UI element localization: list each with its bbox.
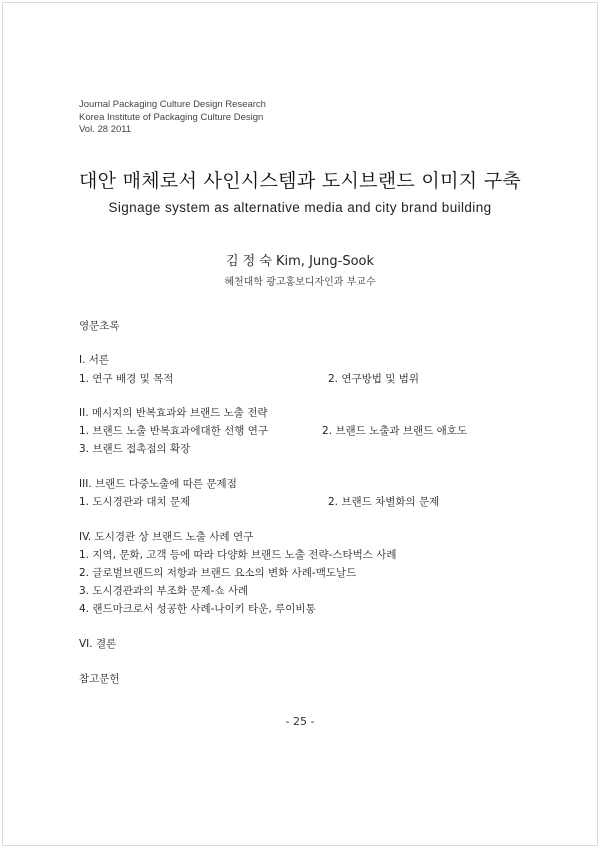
toc-item: 1. 연구 배경 및 목적 [79,373,174,385]
toc-item: 1. 지역, 문화, 고객 등에 따라 다양화 브랜드 노출 전략-스타벅스 사례 [79,549,397,561]
paper-title-english: Signage system as alternative media and city brand building [108,200,492,215]
references-heading: 참고문헌 [79,673,120,685]
section-6-heading: VI. 결론 [79,638,117,650]
author-name: 김 정 숙 Kim, Jung-Sook [225,254,375,269]
section-4-heading: IV. 도시경관 상 브랜드 노출 사례 연구 [79,531,254,543]
toc-item: 2. 글로벌브랜드의 저항과 브랜드 요소의 변화 사례-맥도날드 [79,567,357,579]
toc-item: 2. 브랜드 노출과 브랜드 애호도 [322,425,468,437]
toc-item: 1. 브랜드 노출 반복효과에대한 선행 연구 [79,425,268,437]
journal-institute: Korea Institute of Packaging Culture Design [79,111,264,123]
toc-item: 1. 도시경관과 대치 문제 [79,496,191,508]
section-3-heading: III. 브랜드 다중노출에 따른 문제점 [79,478,237,490]
paper-title-korean: 대안 매체로서 사인시스템과 도시브랜드 이미지 구축 [78,170,522,192]
section-2-heading: II. 메시지의 반복효과와 브랜드 노출 전략 [79,407,268,419]
toc-item: 3. 브랜드 접촉점의 확장 [79,443,191,455]
author-affiliation: 혜천대학 광고홍보디자인과 부교수 [224,277,376,288]
section-1-heading: Ⅰ. 서론 [79,354,110,366]
journal-info [79,99,266,137]
journal-name: Journal Packaging Culture Design Research [79,99,266,110]
toc-item: 2. 연구방법 및 범위 [328,373,420,385]
toc-item: 3. 도시경관과의 부조화 문제-쇼 사례 [79,585,249,597]
toc-item: 2. 브랜드 차별화의 문제 [328,496,440,508]
page-number: - 25 - [285,715,315,728]
journal-volume: Vol. 28 2011 [79,124,132,135]
toc-item: 4. 랜드마크로서 성공한 사례-나이키 타운, 루이비통 [79,603,316,615]
abstract-heading: 영문초록 [79,320,120,332]
